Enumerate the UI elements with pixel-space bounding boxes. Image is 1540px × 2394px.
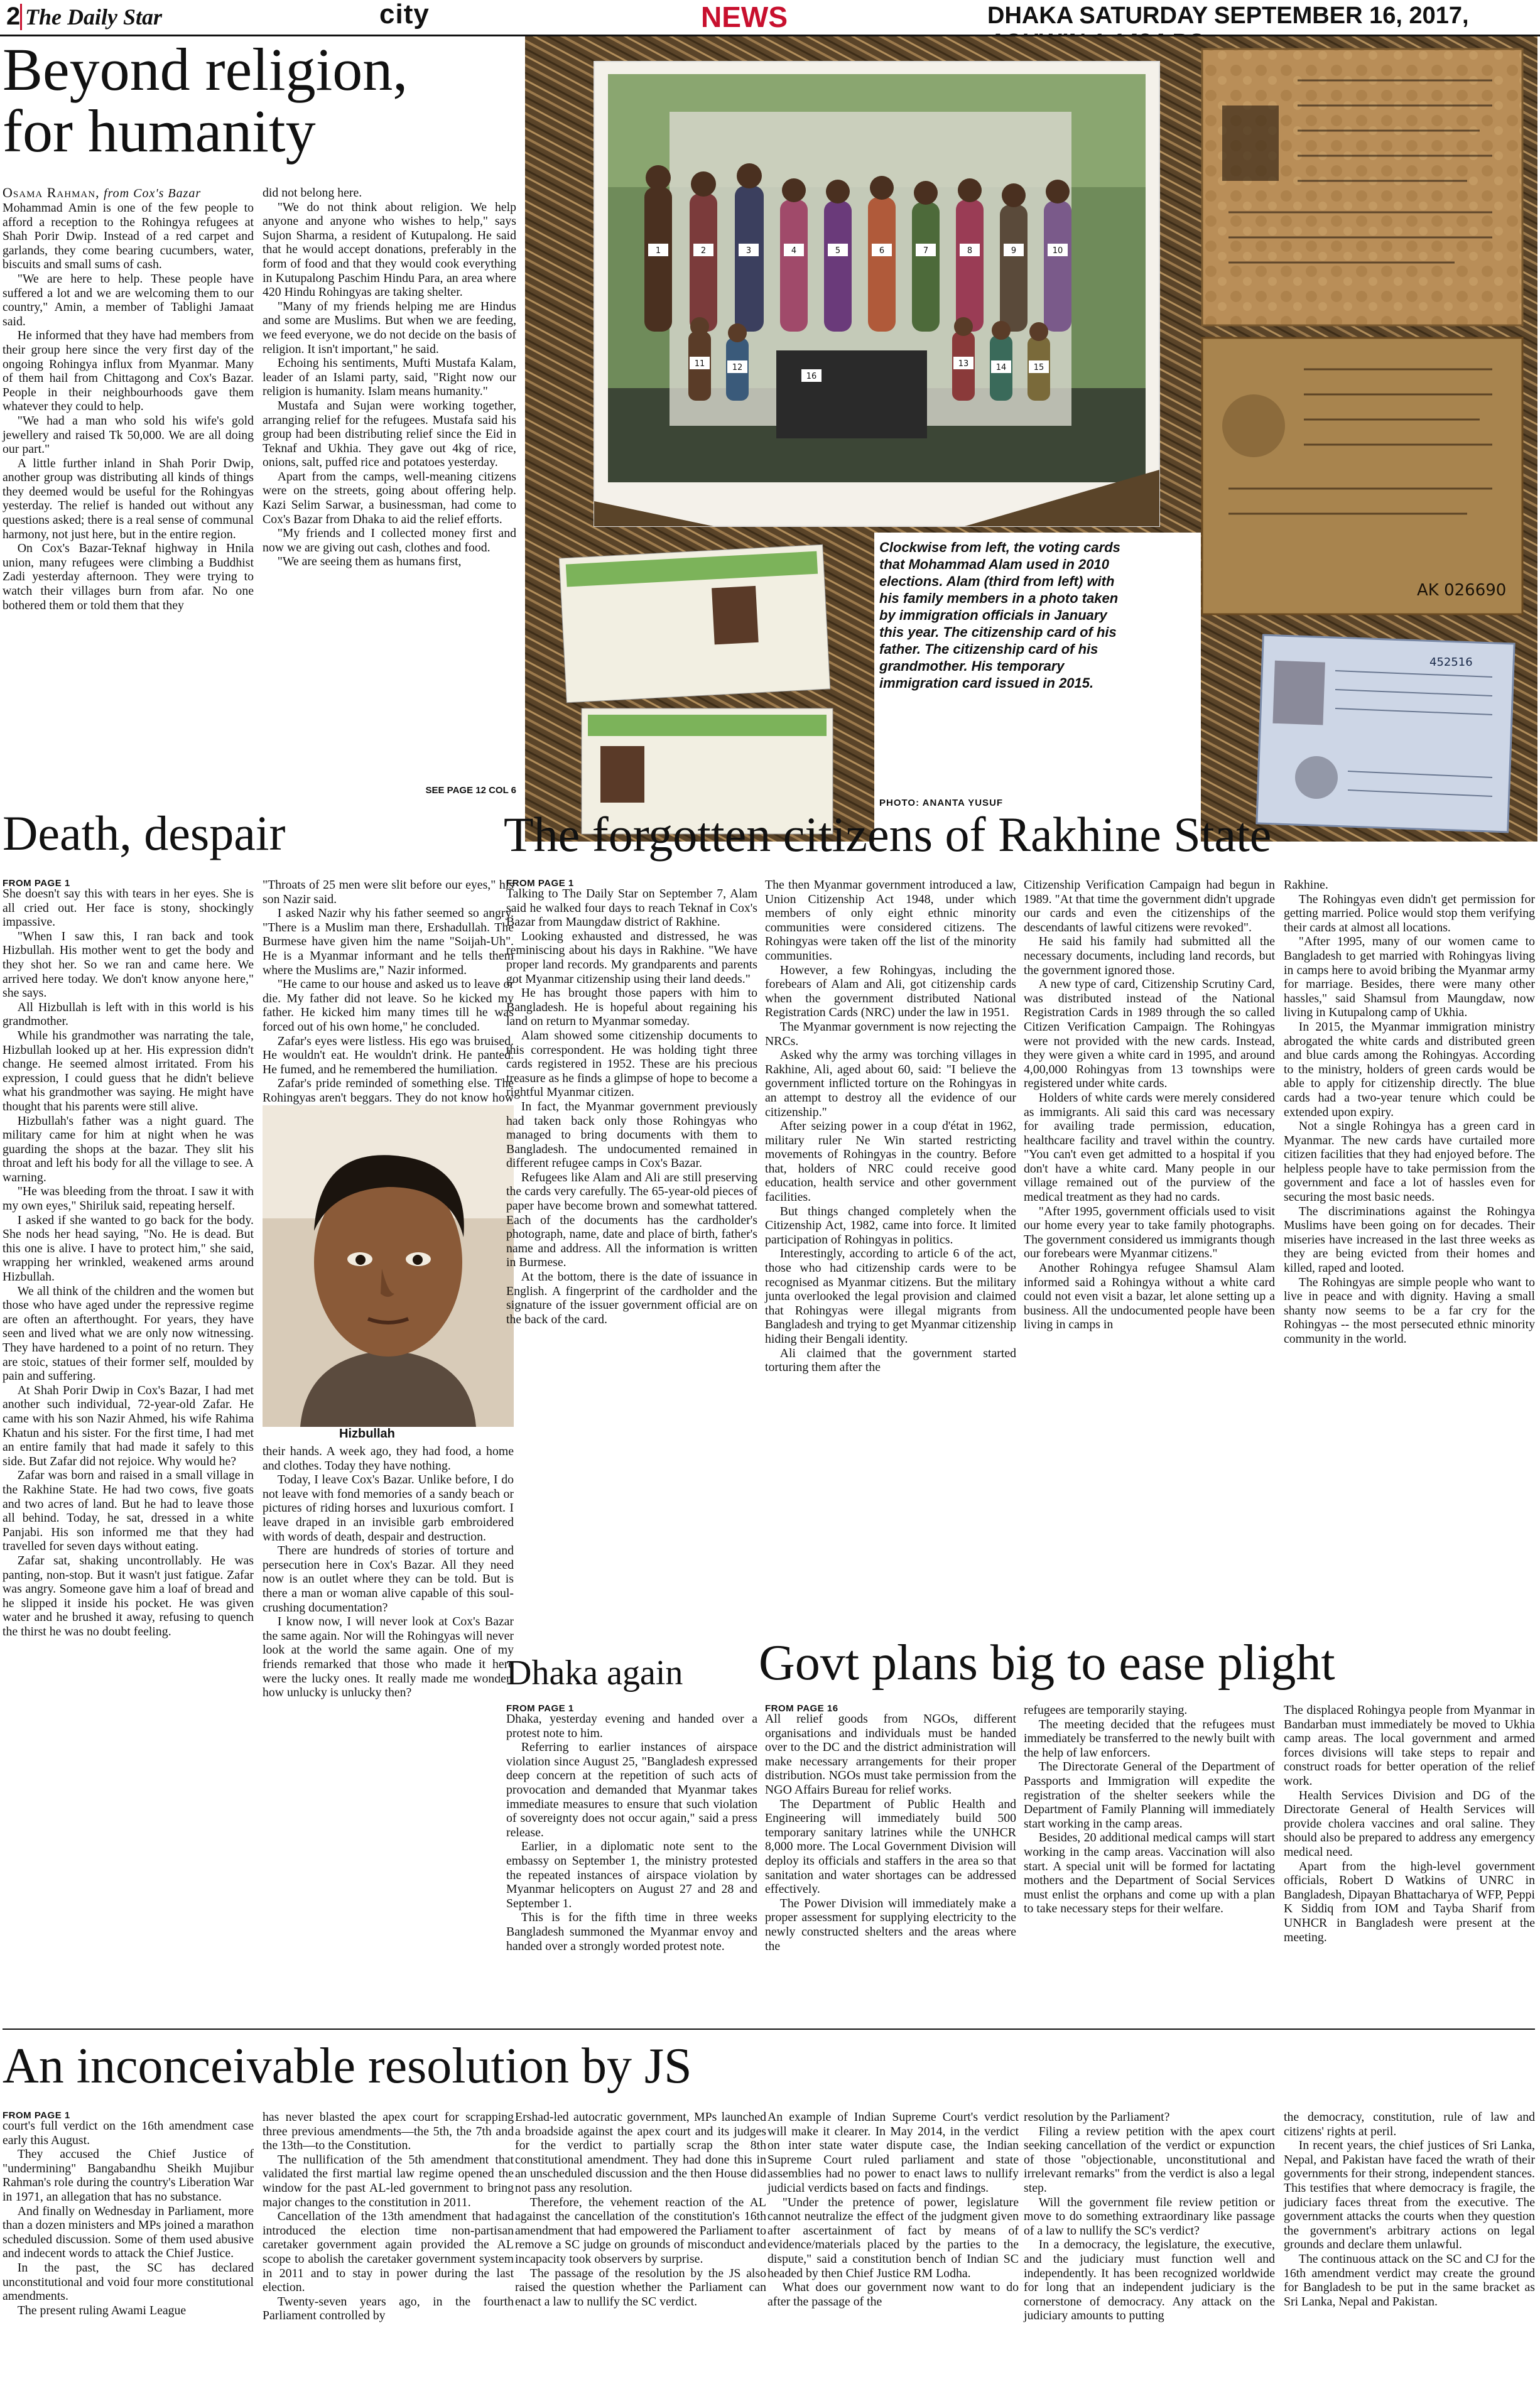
paragraph: Mustafa and Sujan were working together, arranging relief for the refugees. Mustafa said his group had been distributing relief since the Eid in Teknaf and Ukhia. They gave out 4kg of rice, onions, salt, puffed rice and potatoes yesterday. (263, 398, 516, 470)
story2-column-1 (3, 887, 254, 2020)
section-name: city (379, 0, 430, 30)
header-divider (20, 4, 22, 30)
paragraph: In recent years, the chief justices of Sri Lanka, Nepal, and Pakistan have faced the wrath of their governments for their strong, independent stances. This testifies that where democracy is fragile, the judiciary faces threat from the executive. The government attacks the courts when they question the government's arbitrary actions on legal grounds and declare them unlawful. (1284, 2138, 1535, 2252)
paragraph: resolution by the Parliament? (1024, 2110, 1170, 2124)
paragraph: Asked why the army was torching villages in Rakhine, Ali, aged about 60, said: "I believe the government inflicted torture on the Rohingyas in an attempt to destroy all the evidence of our citizenship." (765, 1048, 1016, 1119)
caption-lead: Clockwise from left, (879, 539, 1010, 555)
story6-column-5 (1024, 2110, 1275, 2393)
hizbullah-photo (263, 1105, 514, 1427)
paragraph: The continuous attack on the SC and CJ for the 16th amendment verdict may create the ground for Bangladesh to be put in the same bracket as Sri Lanka, Nepal and Pakistan. (1284, 2251, 1535, 2309)
story6-from-page: FROM PAGE 1 (3, 2110, 70, 2121)
paragraph: The Directorate General of the Department of Passports and Immigration will expedite the registration of the shelter seekers while the Department of Family Planning will immediately start working in the camp areas. (1024, 1760, 1275, 1831)
paragraph: court's full verdict on the 16th amendment case early this August. (3, 2119, 254, 2147)
story6-column-2 (263, 2110, 514, 2393)
paragraph: A little further inland in Shah Porir Dwip, another group was distributing all kinds of things they deemed would be useful for the Rohingyas yesterday. The relief is handed out without any questions asked; there is a real sense of communal harmony, not just here, but in the entire region. (3, 456, 254, 541)
story4-headline: Dhaka again (506, 1654, 683, 1693)
family-card-number: 10 (1052, 246, 1063, 256)
paragraph: The nullification of the 5th amendment that validated the first martial law regime opened the window for the past AL-led government to bring major changes to the constitution in 2011. (263, 2152, 514, 2209)
paragraph: However, a few Rohingyas, including the forebears of Alam and Ali, got citizenship cards when the government distributed National Registration Cards (NRC) under the law in 1951. (765, 963, 1016, 1020)
paragraph: refugees are temporarily staying. (1024, 1703, 1188, 1717)
paragraph: Besides, 20 additional medical camps will start working in the camp areas. Vaccination will also start. A special unit will be formed for lactating mothers and the Department of Social Services must enlist the orphans and come up with a plan to take necessary steps for their welfare. (1024, 1831, 1275, 1916)
story6-column-3 (515, 2110, 766, 2393)
paragraph: Talking to The Daily Star on September 7, Alam said he walked four days to reach Teknaf in Cox's Bazar from Maungdaw district of Rakhine. (506, 887, 757, 929)
photo-caption (879, 539, 1128, 691)
paragraph: The Myanmar government is now rejecting the NRCs. (765, 1019, 1016, 1048)
paragraph: The discriminations against the Rohingya Muslims have been going on for decades. Their miseries have increased in the last three weeks as they are being evicted from their homes and killed, raped and looted. (1284, 1204, 1535, 1276)
story5-column-2 (1024, 1703, 1275, 2020)
paragraph: "Under the pretence of power, legislature cannot neutralize the effect of the judgment given after ascertainment of fact by means of evidence/materials placed by the parties to the dispute," said a constitution bench of Indian SC headed by then Chief Justice RM Lodha. (767, 2195, 1019, 2280)
paragraph: This is for the fifth time in three weeks Bangladesh summoned the Myanmar envoy and handed over a strongly worded protest note. (506, 1910, 757, 1953)
paragraph: "My friends and I collected money first and now we are giving out cash, clothes and food. (263, 526, 516, 555)
family-card-number: 9 (1011, 246, 1017, 256)
family-card-number: 13 (958, 359, 969, 369)
photo-collage (525, 36, 1537, 842)
paragraph: Today, I leave Cox's Bazar. Unlike before, I do not leave with fond memories of a sandy beach or pictures of riding horses and luxurious comfort. I leave draped in an invisible garb embroidered with words of death, despair and destruction. (263, 1473, 514, 1544)
family-card-number: 6 (879, 246, 885, 256)
paragraph: I asked if she wanted to go back for the body. She nods her head saying, "No. He is dead. But this one is alive. I have to protect him," she said, wrapping her wrinkled, weakened arms around Hizbullah. (3, 1213, 254, 1284)
paragraph: The meeting decided that the refugees must immediately be transferred to the newly built with the help of law enforcers. (1024, 1717, 1275, 1760)
paragraph: All relief goods from NGOs, different organisations and individuals must be handed over to the DC and the district administration will make necessary arrangements for their proper distribution. NGOs must take permission from the NGO Affairs Bureau for relief works. (765, 1712, 1016, 1797)
paragraph: He informed that they have had members from their group here since the very first day of the ongoing Rohingya influx from Myanmar. Many of them hail from Chittagong and Cox's Bazar. People in their neighbourhoods gave them whatever they could to help. (3, 328, 254, 414)
story2-from-page: FROM PAGE 1 (3, 878, 70, 889)
story4-from-page: FROM PAGE 1 (506, 1703, 574, 1714)
paragraph: Zafar sat, shaking uncontrollably. He was panting, non-stop. But it wasn't just fatigue. Zafar was angry. Someone gave him a loaf of bread and he slipped it inside his pocket. He was given water and he brushed it away, refusing to quench the thirst he was no doubt feeling. (3, 1553, 254, 1638)
paragraph: A new type of card, Citizenship Scrutiny Card, was distributed instead of the National Registration Cards in 1989 through the so called Citizen Verification Campaign. The Rohingyas were not provided with the new cards. Instead, they were given a white card in 1995, and around 4,00,000 Rohingyas from 13 townships were registered under white cards. (1024, 977, 1275, 1091)
paragraph: The Rohingyas even didn't get permission for getting married. Police would stop them verifying their cards at almost all locations. (1284, 892, 1535, 934)
family-card-number: 12 (732, 363, 743, 372)
paragraph: Looking exhausted and distressed, he was reminiscing about his days in Rakhine. "We have proper land records. My grandparents and parents got Myanmar citizenship using their land deeds." (506, 929, 757, 986)
story6-headline: An inconceivable resolution by JS (3, 2039, 692, 2094)
paragraph: "We are here to help. These people have suffered a lot and we are welcoming them to our country," Amin, a member of Tablighi Jamaat said. (3, 271, 254, 328)
family-card-number: 15 (1033, 363, 1044, 372)
paragraph: Earlier, in a diplomatic note sent to the embassy on September 1, the ministry protested the repeated instances of airspace violation by Myanmar helicopters on August 27 and 28 and September 1. (506, 1839, 757, 1910)
story1-column-1 (3, 201, 254, 803)
photo-credit: PHOTO: ANANTA YUSUF (879, 798, 1004, 808)
story5-headline: Govt plans big to ease plight (759, 1635, 1335, 1691)
paragraph: I asked Nazir why his father seemed so angry. "There is a Muslim man there, Ershadullah. The Burmese have given him the name "Soijah-Uh". He is a Myanmar informant and he tells them where the Muslims are," Nazir informed. (263, 906, 514, 977)
paragraph: their hands. A week ago, they had food, a home and clothes. Today they have nothing. (263, 1444, 514, 1473)
paragraph: He said his family had submitted all the necessary documents, including land records, but the government ignored those. (1024, 934, 1275, 977)
family-card-number: 16 (806, 372, 817, 381)
paragraph: "After 1995, government officials used to visit our home every year to take family photographs. The government considered us immigrants though our forebears were Myanmar citizens." (1024, 1204, 1275, 1261)
paragraph: The Rohingyas are simple people who want to live in peace and with dignity. Having a small shanty now seems to be a far cry for the Rohingyas -- the most persecuted ethnic minority community in the world. (1284, 1275, 1535, 1346)
paragraph: Apart from the camps, well-meaning citizens were on the streets, going about offering help. Kazi Selim Sarwar, a businessman, had come to Cox's Bazar from Dhaka to aid the relief efforts. (263, 469, 516, 526)
story1-column-2 (263, 186, 516, 781)
paragraph: Ali claimed that the government started torturing them after the (765, 1346, 1016, 1375)
family-card-number: 14 (995, 363, 1007, 372)
paragraph: Interestingly, according to article 6 of the act, those who had citizenship cards were to be recognised as Myanmar citizens. But the military junta overlooked the legal provision and claimed that Rohingyas were illegal migrants from Bangladesh and trying to get Myanmar citizenship hiding their Bengali identity. (765, 1247, 1016, 1346)
paragraph: The then Myanmar government introduced a law, Union Citizenship Act 1948, under which members of only eight ethnic minority communities were considered citizens. The Rohingyas were taken off the list of the minority communities. (765, 878, 1016, 963)
story1-headline-line2: for humanity (3, 97, 316, 165)
paragraph: He has brought those papers with him to Bangladesh. He is hopeful about regaining his land on return to Myanmar someday. (506, 986, 757, 1029)
family-card-number: 8 (967, 246, 973, 256)
story1-author: Osama Rahman, (3, 185, 100, 200)
paragraph: An example of Indian Supreme Court's verdict will make it clearer. In May 2014, in the verdict on inter state water dispute case, the Indian Supreme Court ruled parliament and state assemblies had no power to enact laws to nullify judicial verdicts based on facts and findings. (767, 2110, 1019, 2195)
paragraph: Filing a review petition with the apex court seeking cancellation of the verdict or expunction of those "objectionable, unconstitutional and irrelevant remarks" from the verdict is also a legal step. (1024, 2124, 1275, 2195)
paragraph: The present ruling Awami League (17, 2303, 187, 2317)
paragraph: Holders of white cards were merely considered as immigrants. Ali said this card was necessary for availing trade permission, education, healthcare facility and travel within the country. "You can't even get admitted to a hospital if you don't have a white card. Many people in our village remained out of the purview of the medical treatment as they had no cards. (1024, 1090, 1275, 1205)
paragraph: There are hundreds of stories of torture and persecution here in Cox's Bazar. All they need now is an outlet where they can be told. But is there a man or woman alive capable of this soul-crushing documentation? (263, 1544, 514, 1615)
story3-column-2 (765, 878, 1016, 1645)
paragraph: "We are seeing them as humans first, (277, 555, 462, 569)
story4-column-1 (506, 1712, 757, 2020)
paragraph: In fact, the Myanmar government previously had taken back only those Rohingyas who managed to bring documents with them to Bangladesh. The undocumented remained in different refugee camps in Cox's Bazar. (506, 1099, 757, 1171)
citizenship-card-father (1202, 338, 1522, 614)
paragraph: And finally on Wednesday in Parliament, more than a dozen ministers and MPs joined a marathon scheduled discussion. Some of them used abusive and indecent words to attack the Chief Justice. (3, 2204, 254, 2261)
caption-text: the voting cards that Mohammad Alam used in 2010 elections. Alam (third from left) with his family members in a photo taken by immigration officials in January this year. The citizenship card of his father. The citizenship card of his grandmother. His temporary immigration card issued in 2015. (879, 539, 1120, 691)
paragraph: Rakhine. (1284, 878, 1328, 892)
paragraph: Hizbullah's father was a night guard. The military came for him at night when he was guarding the shops at the bazar. They slit his throat and left his body for all the village to see. A warning. (3, 1113, 254, 1184)
paragraph: After seizing power in a coup d'état in 1962, military ruler Ne Win started restricting movements of Rohingyas in the country. Before that, holders of NRC could receive good education, health service and other government facilities. (765, 1119, 1016, 1205)
paragraph: "Many of my friends helping me are Hindus and some are Muslims. But when we are feeding, we feed everyone, we do not decide on the basis of religion. It isn't important," he said. (263, 299, 516, 356)
story3-headline: The forgotten citizens of Rakhine State (504, 807, 1272, 862)
paragraph: Another Rohingya refugee Shamsul Alam informed said a Rohingya without a white card could not even visit a bazar, let alone setting up a business. All the undocumented people have been living in camps in (1024, 1261, 1275, 1332)
paragraph: Zafar was born and raised in a small village in the Rakhine State. He had two cows, five goats and two acres of land. But he had to leave those all behind. Today, he sat, dressed in a white Panjabi. His son informed me that they had travelled for seven days without eating. (3, 1468, 254, 1554)
boy-portrait (263, 1105, 514, 1427)
story3-column-4 (1284, 878, 1535, 1645)
photo-label-hizbullah: Hizbullah (339, 1427, 395, 1441)
paragraph: "We had a man who sold his wife's gold jewellery and raised Tk 50,000. We are all doing our part." (3, 413, 254, 457)
story1-headline (3, 36, 408, 165)
paragraph: the democracy, constitution, rule of law and citizens' rights at peril. (1284, 2110, 1535, 2138)
story3-from-page: FROM PAGE 1 (506, 878, 574, 889)
paragraph: Apart from the high-level government officials, Robert D Watkins of UNRC in Bangladesh, Dipayan Bhattacharya of WFP, Peppi K Siddiq from IOM and Tayba Sharif from UNHCR in Bangladesh were present at the meeting. (1284, 1859, 1535, 1944)
paragraph: She doesn't say this with tears in her eyes. She is all cried out. Her face is stony, shockingly impassive. (3, 887, 254, 929)
paragraph: The Power Division will immediately make a proper assessment for supplying electricity to the newly constructed shelters and the areas where the (765, 1896, 1016, 1953)
paragraph: "He came to our house and asked us to leave or die. My father did not leave. So he kicked my father. He kicked him many times till he was forced out of his own home," he concluded. (263, 977, 514, 1034)
paragraph: "He was bleeding from the throat. I saw it with my own eyes," Shiriluk said, repeating herself. (3, 1184, 254, 1213)
story2-column-2 (263, 878, 514, 1107)
paragraph: What does our government now want to do after the passage of the (767, 2280, 1019, 2309)
paragraph: "After 1995, many of our women came to Bangladesh to get married with Rohingyas living in camps here to avoid bribing the Myanmar army for marriage. Besides, there were many other hassles," said Shamsul from Maungdaw, now living in Kutupalong camp of Ukhia. (1284, 934, 1535, 1020)
citizenship-card-grandmother (1202, 49, 1522, 325)
paragraph: They accused the Chief Justice of "undermining" Bangabandhu Sheikh Mujibur Rahman's role during the country's Liberation War in 1971, an allegation that has no substance. (3, 2147, 254, 2204)
paragraph: We all think of the children and the women but those who have aged under the repressive regime are often an afterthought. For years, they have seen and lived what we are only now witnessing. They have hardened to a point of no return. They are stoic, statues of their former self, moulded by pain and suffering. (3, 1284, 254, 1384)
paragraph: did not belong here. (263, 186, 362, 200)
paragraph: Alam showed some citizenship documents to this correspondent. He was holding tight three cards registered in 1952. These are his precious treasure as he finds a glimpse of hope to become a rightful Myanmar citizen. (506, 1028, 757, 1100)
story6-column-4 (767, 2110, 1019, 2393)
story3-column-1 (506, 887, 757, 1645)
collage-background (525, 36, 1537, 842)
paragraph: On Cox's Bazar-Teknaf highway in Hnila union, many refugees were climbing a Buddhist Zadi yesterday afternoon. They were trying to watch their villages burn from afar. No one bothered them or told them that they (3, 541, 254, 612)
paragraph: Zafar's eyes were listless. His ego was bruised. He wouldn't eat. He wouldn't drink. He panted. He fumed, and he remembered the humiliation. (263, 1034, 514, 1076)
family-card-number: 2 (700, 246, 707, 256)
dateline-date: SATURDAY SEPTEMBER 16, 2017, (1079, 3, 1469, 29)
paragraph: Not a single Rohingya has a green card in Myanmar. The new cards have curtailed more citizen facilities that they had enjoyed before. The helpless people have to take permission from the government and face a lot of hassles even for securing the most basic needs. (1284, 1119, 1535, 1205)
immigration-card-number: 452516 (1429, 656, 1473, 669)
story3-column-3 (1024, 878, 1275, 1645)
paragraph: But things changed completely when the Citizenship Act, 1982, came into force. It limited participation of Rohingyas in politics. (765, 1204, 1016, 1247)
paragraph: At the bottom, there is the date of issuance in English. A fingerprint of the cardholder and the signature of the issuer government official are on the back of the card. (506, 1270, 757, 1326)
paragraph: Refugees like Alam and Ali are still preserving the cards very carefully. The 65-year-old pieces of paper have become brown and somewhat tattered. Each of the documents has the cardholder's photograph, name, date and place of birth, father's name and address. All the information is written in Burmese. (506, 1170, 757, 1270)
story2-column-2-after (263, 1444, 514, 2020)
paragraph: Health Services Division and DG of the Directorate General of Health Services will provide cholera vaccines and oral saline. They should also be prepared to address any emergency medical need. (1284, 1788, 1535, 1859)
story5-column-1 (765, 1712, 1016, 2020)
father-card-number: AK 026690 (1417, 581, 1507, 600)
story5-column-3 (1284, 1703, 1535, 2020)
paragraph: In 2015, the Myanmar immigration ministry abrogated the white cards and distributed green and blue cards among the Rohingyas. According to the ministry, holders of green cards would be able to apply for citizenship directly. The blue cards had a two-year tenure which could be extended upon expiry. (1284, 1019, 1535, 1119)
paragraph: Referring to earlier instances of airspace violation since August 25, "Bangladesh expressed deep concern at the repetition of such acts of provocation and demanded that Myanmar takes immediate measures to ensure that such violation of sovereignty does not occur again," said a press release. (506, 1740, 757, 1839)
page-number: 2 (6, 3, 21, 30)
story6-column-1 (3, 2119, 254, 2393)
section-rule (3, 2028, 1535, 2030)
paragraph: Echoing his sentiments, Mufti Mustafa Kalam, leader of an Islami party, said, "Right now our religion is humanity. Islam means humanity." (263, 356, 516, 399)
paragraph: In a democracy, the legislature, the executive, and the judiciary must function well and independently. It has been recognized worldwide for long that an independent judiciary is the cornerstone of democracy. Any attack on the judiciary amounts to putting (1024, 2238, 1275, 2323)
category-label: NEWS (701, 1, 788, 33)
story5-from-page: FROM PAGE 16 (765, 1703, 838, 1714)
paragraph: At Shah Porir Dwip in Cox's Bazar, I had met another such individual, 72-year-old Zafar. He came with his son Nazir Ahmed, his wife Rahima Khatun and his sister. For the first time, I had met an entire family that had made it safely to this side. But Zafar did not rejoice. Why would he? (3, 1383, 254, 1468)
newspaper-logo: The Daily Star (25, 4, 163, 30)
story1-byline (3, 185, 201, 201)
paragraph: Cancellation of the 13th amendment that had introduced the election time non-partisan caretaker government again provided the AL scope to abolish the caretaker government system in 2011 and to stay in power during the last election. (263, 2209, 514, 2295)
story2-headline: Death, despair (3, 806, 286, 860)
paragraph: Dhaka, yesterday evening and handed over a protest note to him. (506, 1712, 757, 1740)
family-card-number: 5 (835, 246, 841, 256)
paragraph: Zafar's pride reminded of something else. The Rohingyas aren't beggars. They do not know how (263, 1076, 514, 1105)
paragraph: "When I saw this, I ran back and took Hizbullah. His mother went to get the body and they shot her. So we ran and came here. We arrived here today. We don't know anyone here," she says. (3, 929, 254, 1000)
paragraph: The displaced Rohingya people from Myanmar in Bandarban must immediately be moved to Ukhia camp areas. The local government and armed forces divisions will take steps to repair and construct roads for better operation of the relief work. (1284, 1703, 1535, 1788)
paragraph: I know now, I will never look at Cox's Bazar the same again. Nor will the Rohingyas will never look at the world the same again. One of my friends remarked that those who made it here were the lucky ones. It really made me wonder: how unlucky is unlucky then? (263, 1615, 514, 1700)
paragraph: The Department of Public Health and Engineering will immediately build 500 temporary sanitary latrines while the UNHCR 8,000 more. The Local Government Division will deploy its officials and staffers in the area so that sanitation and water shortages can be addressed effectively. (765, 1797, 1016, 1897)
paragraph: "Throats of 25 men were slit before our eyes," his son Nazir said. (263, 878, 514, 906)
temporary-immigration-card (1257, 635, 1514, 832)
paragraph: Ershad-led autocratic government, MPs launched a broadside against the apex court and its judges for the verdict to partially scrap the 8th constitutional amendment. They had done this in an unscheduled discussion and the then House did not pass any resolution. (515, 2110, 766, 2195)
paragraph: Citizenship Verification Campaign had begun in 1989. "At that time the government didn't upgrade our cards and even the citizenships of the descendants of lawful citizens were revoked". (1024, 878, 1275, 934)
story1-from: from Cox's Bazar (104, 187, 202, 200)
voting-cards (559, 544, 833, 834)
paragraph: Will the government file review petition or move to do something extraordinary like passage of a law to nullify the SC's verdict? (1024, 2195, 1275, 2238)
paragraph: All Hizbullah is left with in this world is his grandmother. (3, 1000, 254, 1029)
paragraph: In the past, the SC has declared unconstitutional and void four more constitutional amendments. (3, 2260, 254, 2304)
paragraph: Mohammad Amin is one of the few people to afford a reception to the Rohingya refugees at Shah Porir Dwip. Instead of a red carpet and garlands, they come bearing cucumbers, water, biscuits and small sums of cash. (3, 201, 254, 272)
paragraph: "We do not think about religion. We help anyone and anyone who wishes to help," says Sujon Sharma, a resident of Kutupalong. He said that he would accept donations, preferably in the form of food and that they would cook everything in Kutupalong Paschim Hindu Para, an area where 420 Hindu Rohingyas are taking shelter. (263, 200, 516, 300)
dateline-city: DHAKA (987, 3, 1073, 29)
paragraph: While his grandmother was narrating the tale, Hizbullah looked up at her. His expression didn't change. He seemed almost irritated. From his expression, I could guess that he didn't believe what his grandmother was saying. He might have thought that his parents were still alive. (3, 1028, 254, 1113)
paragraph: The passage of the resolution by the JS also raised the question whether the Parliament can enact a law to nullify the SC verdict. (515, 2266, 766, 2309)
family-photo-print (594, 62, 1159, 526)
paragraph: has never blasted the apex court for scrapping three previous amendments—the 5th, the 7th and the 13th—to the Constitution. (263, 2110, 514, 2153)
family-card-number: 7 (923, 246, 929, 256)
paragraph: Therefore, the vehement reaction of the AL against the cancellation of the constitution's 16th amendment that had empowered the Parliament to remove a SC judge on grounds of misconduct and incapacity took observers by surprise. (515, 2195, 766, 2266)
family-card-number: 1 (655, 246, 661, 256)
family-card-number: 11 (694, 359, 705, 369)
story6-column-6 (1284, 2110, 1535, 2393)
family-card-number: 3 (746, 246, 752, 256)
paragraph: Twenty-seven years ago, in the fourth Parliament controlled by (263, 2294, 514, 2323)
family-card-number: 4 (791, 246, 797, 256)
story1-continued: SEE PAGE 12 COL 6 (425, 785, 516, 796)
story1-headline-line1: Beyond religion, (3, 36, 408, 103)
